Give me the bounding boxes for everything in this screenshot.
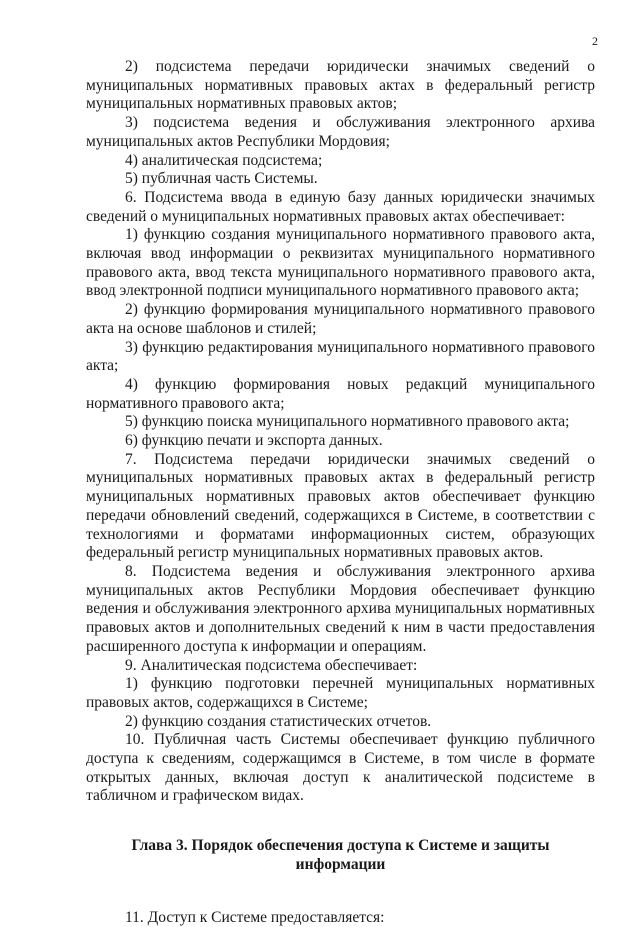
paragraph: 5) функцию поиска муниципального нормативного правового акта; xyxy=(125,413,570,431)
chapter-heading: Глава 3. Порядок обеспечения доступа к Системе и защиты информации xyxy=(131,837,550,873)
paragraph: 3) подсистема ведения и обслуживания электронного архива муниципальных актов Республики Мордовия; xyxy=(86,114,595,150)
document-body xyxy=(86,58,595,927)
paragraph: 5) публичная часть Системы. xyxy=(125,170,318,188)
paragraph: 1) функцию подготовки перечней муниципальных нормативных правовых актов, содержащихся в Системе; xyxy=(86,675,595,711)
paragraph: 2) функцию создания статистических отчетов. xyxy=(125,712,432,730)
paragraph: 1) функцию создания муниципального нормативного правового акта, включая ввод информации о реквизитах муниципального нормативного правового акта, ввод текста муниципального нормативного правового акта, ввод электронной подписи муниципального нормативного правового акта; xyxy=(86,226,595,300)
paragraph: 9. Аналитическая подсистема обеспечивает: xyxy=(125,656,418,674)
paragraph: 6. Подсистема ввода в единую базу данных юридически значимых сведений о муниципальных нормативных правовых актах обеспечивает: xyxy=(86,188,595,225)
paragraph: 2) функцию формирования муниципального нормативного правового акта на основе шаблонов и стилей; xyxy=(86,301,595,337)
paragraph: 3) функцию редактирования муниципального нормативного правового акта; xyxy=(86,338,595,375)
paragraph: 10. Публичная часть Системы обеспечивает функцию публичного доступа к сведениям, содержащимся в Системе, в том числе в формате открытых данных, включая доступ к аналитической подсистеме в табличном и графическом видах. xyxy=(86,731,595,805)
paragraph: 11. Доступ к Системе предоставляется: xyxy=(125,908,385,926)
page-number: 2 xyxy=(592,34,598,48)
paragraph: 7. Подсистема передачи юридически значимых сведений о муниципальных нормативных правовых актах в федеральный регистр муниципальных нормативных правовых актов обеспечивает функцию передачи обновлений сведений, содержащихся в Системе, в соответствии с технологиями и форматами информационных систем, образующих федеральный регистр муниципальных нормативных правовых актов. xyxy=(86,450,595,562)
paragraph: 6) функцию печати и экспорта данных. xyxy=(125,432,383,450)
paragraph: 4) функцию формирования новых редакций муниципального нормативного правового акта; xyxy=(86,375,595,412)
paragraph: 2) подсистема передачи юридически значимых сведений о муниципальных нормативных правовых актах в федеральный регистр муниципальных нормативных правовых актов; xyxy=(86,58,595,113)
paragraph: 4) аналитическая подсистема; xyxy=(125,151,323,169)
paragraph: 8. Подсистема ведения и обслуживания электронного архива муниципальных актов Республики Мордовия обеспечивает функцию ведения и обслуживания электронного архива муниципальных нормативных правовых актов и дополнительных сведений к ним в части предоставления расширенного доступа к информации и операциям. xyxy=(86,562,595,655)
